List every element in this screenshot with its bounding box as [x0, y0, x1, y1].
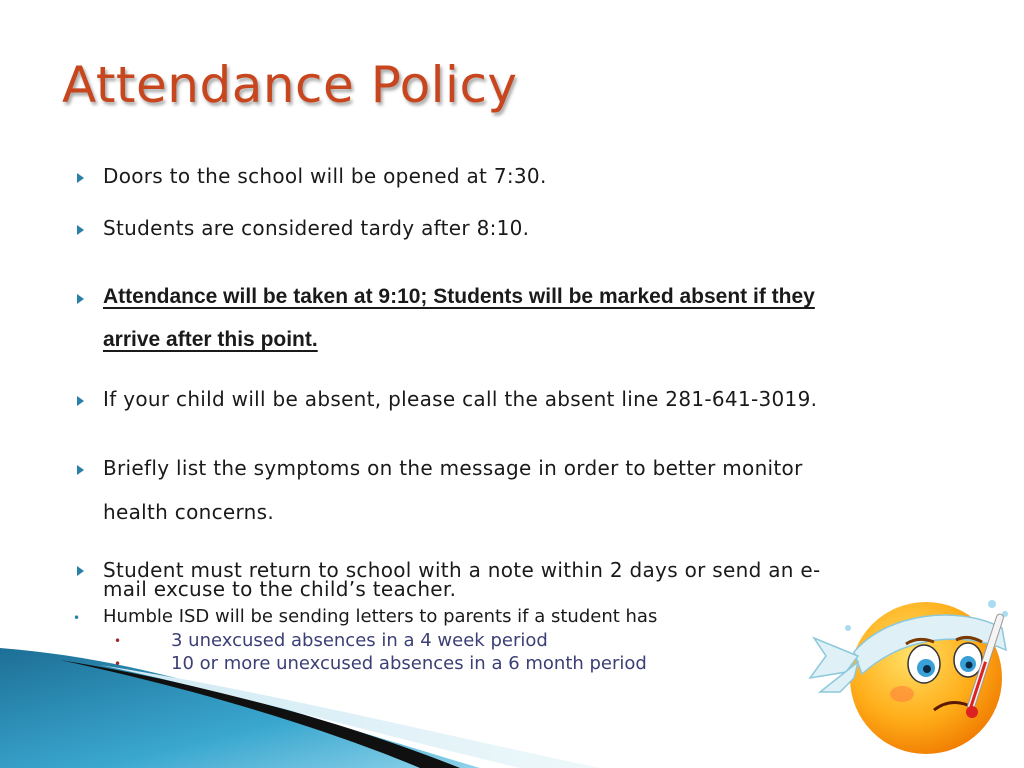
- sick-smiley-icon: [806, 592, 1024, 762]
- sub-item-4-week: 3 unexcused absences in a 4 week period: [171, 630, 548, 651]
- bullet-arrow-icon: [77, 396, 84, 406]
- bullet-arrow-icon: [77, 465, 84, 475]
- bullet-attendance-taken-line-1: Attendance will be taken at 9:10; Students will be marked absent if they: [103, 285, 815, 308]
- bullet-absent-line: If your child will be absent, please call the absent line 281-641-3019.: [103, 387, 818, 411]
- slide-title: Attendance Policy: [62, 56, 518, 114]
- sub-item-dot: •: [114, 634, 122, 648]
- bullet-arrow-icon: [77, 173, 84, 183]
- bullet-arrow-icon: [77, 566, 84, 576]
- sub-item-dot: •: [114, 657, 122, 671]
- bullet-arrow-icon: [77, 294, 84, 304]
- bullet-attendance-taken-line-2: arrive after this point.: [103, 328, 318, 351]
- bullet-tardy: Students are considered tardy after 8:10.: [103, 216, 530, 240]
- bullet-doors-open: Doors to the school will be opened at 7:30.: [103, 164, 547, 188]
- bullet-return-note-line-2: mail excuse to the child’s teacher.: [103, 577, 457, 601]
- sub-item-6-month: 10 or more unexcused absences in a 6 month period: [171, 653, 647, 674]
- sub-bullet-dot: •: [73, 611, 81, 625]
- bullet-symptoms-line-2: health concerns.: [103, 500, 275, 524]
- bullet-arrow-icon: [77, 225, 84, 235]
- sub-bullet-letters: Humble ISD will be sending letters to parents if a student has: [103, 606, 658, 627]
- bullet-symptoms-line-1: Briefly list the symptoms on the message in order to better monitor: [103, 456, 803, 480]
- bullet-return-note-line-1: Student must return to school with a note within 2 days or send an e-: [103, 558, 821, 582]
